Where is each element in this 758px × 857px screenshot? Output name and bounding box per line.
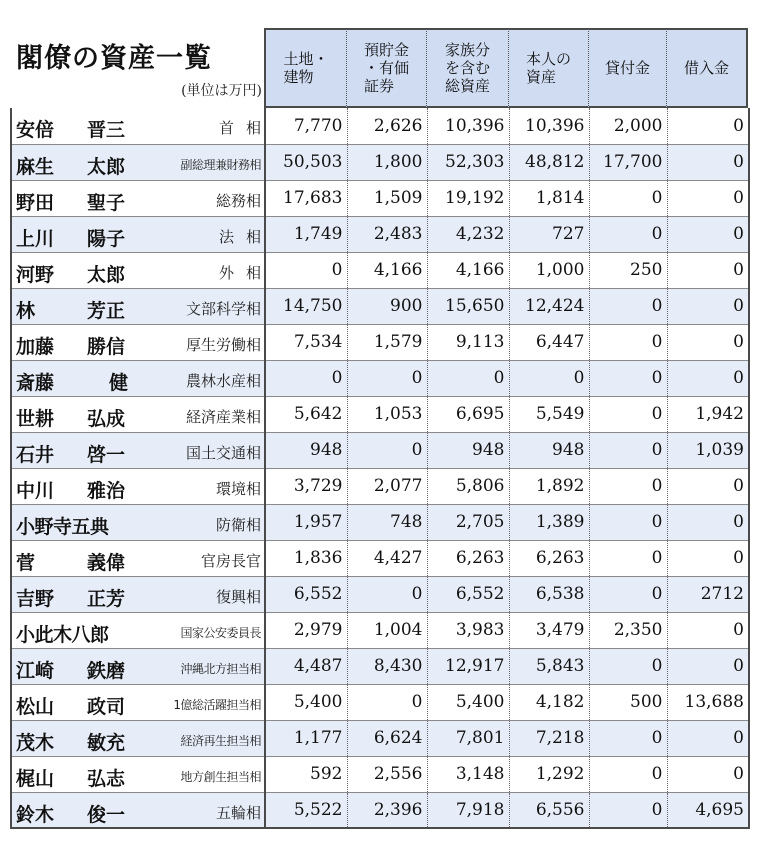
minister-cell	[11, 468, 265, 504]
minister-cell	[11, 180, 265, 216]
header-loans-receivable: 貸付金	[588, 28, 666, 108]
value-cell: 1,892	[509, 468, 589, 504]
post-title: 防衛相	[215, 515, 261, 534]
table-row	[11, 612, 749, 648]
given-name: 晋三	[87, 119, 126, 141]
minister-cell	[11, 252, 273, 288]
value-cell: 0	[667, 144, 749, 180]
given-name: 太郎	[87, 263, 126, 286]
value-cell: 948	[427, 432, 509, 468]
value-cell: 6,552	[427, 576, 509, 612]
value-cell: 52,303	[427, 144, 509, 180]
post-title: 国土交通相	[185, 443, 261, 462]
minister-cell	[11, 108, 273, 144]
value-cell: 250	[589, 252, 667, 288]
post-title: 経済再生担当相	[180, 733, 261, 748]
value-cell: 2,483	[347, 216, 427, 252]
value-cell: 0	[589, 288, 667, 324]
value-cell: 0	[509, 360, 589, 396]
value-cell: 0	[347, 432, 427, 468]
value-cell: 1,749	[265, 216, 347, 252]
minister-cell	[11, 540, 265, 576]
value-cell: 10,396	[427, 108, 509, 144]
family-name: 菅	[16, 551, 36, 574]
family-name: 野田	[16, 191, 55, 214]
minister-cell	[11, 612, 265, 648]
minister-cell	[11, 144, 265, 180]
value-cell: 1,800	[347, 144, 427, 180]
value-cell: 0	[667, 504, 749, 540]
value-cell: 1,053	[347, 396, 427, 432]
value-cell: 5,806	[427, 468, 509, 504]
value-cell: 3,148	[427, 756, 509, 792]
header-own-assets: 本人の 資産	[508, 28, 588, 108]
table-row	[11, 540, 749, 576]
minister-cell	[11, 216, 273, 252]
value-cell: 2,979	[265, 612, 347, 648]
value-cell: 1,000	[509, 252, 589, 288]
value-cell: 9,113	[427, 324, 509, 360]
value-cell: 2,077	[347, 468, 427, 504]
post-title: 経済産業相	[185, 407, 261, 426]
family-name: 中川	[16, 479, 55, 502]
table-row	[11, 252, 749, 288]
post-title: 国家公安委員長	[180, 625, 261, 640]
given-name: 啓一	[87, 443, 126, 466]
given-name: 勝信	[87, 335, 126, 358]
family-name: 河野	[16, 263, 55, 286]
value-cell: 1,004	[347, 612, 427, 648]
family-name: 石井	[16, 443, 55, 466]
value-cell: 3,729	[265, 468, 347, 504]
value-cell: 2,705	[427, 504, 509, 540]
given-name: 敏充	[87, 731, 126, 754]
full-name: 小野寺五典	[16, 515, 109, 538]
value-cell: 0	[667, 756, 749, 792]
value-cell: 0	[265, 252, 347, 288]
given-name: 政司	[87, 695, 126, 718]
value-cell: 0	[589, 720, 667, 756]
given-name: 聖子	[87, 191, 126, 214]
given-name: 義偉	[87, 551, 126, 574]
value-cell: 15,650	[427, 288, 509, 324]
given-name: 鉄磨	[87, 659, 126, 682]
minister-cell	[11, 288, 265, 324]
value-cell: 0	[347, 576, 427, 612]
value-cell: 0	[667, 252, 749, 288]
family-name: 安倍	[16, 119, 55, 141]
value-cell: 0	[589, 576, 667, 612]
value-cell: 4,166	[347, 252, 427, 288]
table-row	[11, 108, 749, 144]
table-row	[11, 756, 749, 792]
value-cell: 5,522	[265, 792, 347, 828]
family-name: 松山	[16, 695, 55, 718]
value-cell: 0	[667, 180, 749, 216]
family-name: 世耕	[16, 407, 55, 430]
family-name: 林	[16, 299, 36, 322]
value-cell: 7,534	[265, 324, 347, 360]
value-cell: 7,918	[427, 792, 509, 828]
value-cell: 1,836	[265, 540, 347, 576]
value-cell: 50,503	[265, 144, 347, 180]
value-cell: 2,556	[347, 756, 427, 792]
value-cell: 0	[667, 612, 749, 648]
value-cell: 6,695	[427, 396, 509, 432]
minister-cell	[11, 432, 265, 468]
value-cell: 0	[667, 108, 749, 144]
value-cell: 10,396	[509, 108, 589, 144]
minister-cell	[11, 684, 265, 720]
minister-cell	[11, 756, 265, 792]
post-title: 総務相	[215, 191, 261, 210]
full-name: 小此木八郎	[16, 623, 109, 646]
value-cell: 0	[589, 756, 667, 792]
value-cell: 0	[589, 504, 667, 540]
table-row	[11, 504, 749, 540]
table-row	[11, 144, 749, 180]
post-title: 五輪相	[215, 803, 261, 822]
value-cell: 7,801	[427, 720, 509, 756]
value-cell: 3,479	[509, 612, 589, 648]
post-title: 復興相	[215, 587, 261, 606]
value-cell: 14,750	[265, 288, 347, 324]
given-name: 陽子	[87, 227, 126, 250]
value-cell: 1,579	[347, 324, 427, 360]
value-cell: 2712	[667, 576, 749, 612]
table-row	[11, 648, 749, 684]
table-row	[11, 180, 749, 216]
value-cell: 19,192	[427, 180, 509, 216]
post-title: 文部科学相	[185, 299, 261, 318]
table-row	[11, 396, 749, 432]
family-name: 茂木	[16, 731, 55, 754]
family-name: 加藤	[16, 335, 55, 358]
value-cell: 948	[509, 432, 589, 468]
value-cell: 0	[589, 360, 667, 396]
family-name: 梶山	[16, 767, 55, 790]
value-cell: 0	[347, 360, 427, 396]
minister-cell	[11, 504, 265, 540]
minister-cell	[11, 360, 265, 396]
table-row	[11, 792, 749, 828]
minister-cell	[11, 324, 265, 360]
value-cell: 3,983	[427, 612, 509, 648]
given-name: 弘志	[87, 767, 126, 790]
table-row	[11, 576, 749, 612]
value-cell: 6,556	[509, 792, 589, 828]
value-cell: 0	[589, 324, 667, 360]
value-cell: 4,487	[265, 648, 347, 684]
value-cell: 6,447	[509, 324, 589, 360]
family-name: 吉野	[16, 587, 55, 610]
value-cell: 4,166	[427, 252, 509, 288]
minister-cell	[11, 792, 265, 828]
asset-table	[10, 28, 748, 848]
post-title: 1億総活躍担当相	[173, 697, 261, 712]
family-name: 麻生	[16, 155, 55, 178]
post-title: 農林水産相	[185, 371, 261, 390]
family-name: 鈴木	[16, 803, 55, 826]
value-cell: 900	[347, 288, 427, 324]
value-cell: 13,688	[667, 684, 749, 720]
given-name: 芳正	[87, 299, 126, 322]
value-cell: 0	[589, 432, 667, 468]
value-cell: 592	[265, 756, 347, 792]
value-cell: 5,400	[265, 684, 347, 720]
table-row	[11, 288, 749, 324]
value-cell: 748	[347, 504, 427, 540]
value-cell: 0	[667, 324, 749, 360]
value-cell: 12,424	[509, 288, 589, 324]
value-cell: 0	[667, 216, 749, 252]
value-cell: 17,683	[265, 180, 347, 216]
value-cell: 6,624	[347, 720, 427, 756]
table-row	[11, 684, 749, 720]
post-title: 厚生労働相	[185, 335, 261, 354]
value-cell: 4,427	[347, 540, 427, 576]
value-cell: 0	[667, 360, 749, 396]
unit-note: (単位は万円)	[181, 83, 262, 99]
value-cell: 0	[589, 396, 667, 432]
value-cell: 0	[589, 540, 667, 576]
value-cell: 4,182	[509, 684, 589, 720]
given-name: 俊一	[87, 803, 126, 826]
value-cell: 0	[589, 180, 667, 216]
value-cell: 7,218	[509, 720, 589, 756]
table-row	[11, 360, 749, 396]
value-cell: 0	[347, 684, 427, 720]
minister-rows	[10, 108, 750, 829]
value-cell: 0	[667, 648, 749, 684]
value-cell: 0	[589, 468, 667, 504]
value-cell: 5,549	[509, 396, 589, 432]
table-row	[11, 432, 749, 468]
value-cell: 948	[265, 432, 347, 468]
post-title: 法相	[218, 227, 273, 246]
post-title: 環境相	[215, 479, 261, 498]
value-cell: 48,812	[509, 144, 589, 180]
value-cell: 17,700	[589, 144, 667, 180]
value-cell: 5,843	[509, 648, 589, 684]
value-cell: 0	[667, 540, 749, 576]
value-cell: 12,917	[427, 648, 509, 684]
minister-cell	[11, 648, 265, 684]
family-name: 上川	[16, 227, 55, 250]
post-title: 外相	[218, 263, 273, 282]
value-cell: 500	[589, 684, 667, 720]
minister-cell	[11, 396, 265, 432]
post-title: 沖縄北方担当相	[180, 661, 261, 676]
value-cell: 0	[589, 648, 667, 684]
value-cell: 0	[667, 720, 749, 756]
value-cell: 4,695	[667, 792, 749, 828]
value-cell: 2,396	[347, 792, 427, 828]
value-cell: 1,942	[667, 396, 749, 432]
table-row	[11, 720, 749, 756]
value-cell: 2,626	[347, 108, 427, 144]
value-cell: 1,177	[265, 720, 347, 756]
post-title: 首相	[218, 119, 273, 137]
value-cell: 0	[667, 468, 749, 504]
value-cell: 0	[667, 288, 749, 324]
table-row	[11, 216, 749, 252]
value-cell: 1,957	[265, 504, 347, 540]
value-cell: 5,642	[265, 396, 347, 432]
post-title: 地方創生担当相	[180, 769, 261, 784]
header-deposits-securities: 預貯金 ・有価 証券	[346, 28, 426, 108]
minister-cell	[11, 720, 265, 756]
value-cell: 5,400	[427, 684, 509, 720]
value-cell: 0	[427, 360, 509, 396]
given-name: 正芳	[87, 587, 126, 610]
value-cell: 6,263	[509, 540, 589, 576]
title-cell	[10, 28, 264, 108]
table-title: 閣僚の資産一覧	[16, 43, 212, 74]
post-title: 官房長官	[200, 551, 261, 570]
value-cell: 1,509	[347, 180, 427, 216]
header-total-assets: 家族分 を含む 総資産	[426, 28, 508, 108]
value-cell: 0	[589, 216, 667, 252]
header-borrowings: 借入金	[666, 28, 748, 108]
given-name: 弘成	[87, 407, 126, 430]
value-cell: 7,770	[265, 108, 347, 144]
value-cell: 0	[265, 360, 347, 396]
value-cell: 2,000	[589, 108, 667, 144]
value-cell: 1,292	[509, 756, 589, 792]
value-cell: 6,552	[265, 576, 347, 612]
post-title: 副総理兼財務相	[180, 157, 261, 172]
value-cell: 1,039	[667, 432, 749, 468]
family-name: 江崎	[16, 659, 55, 682]
family-name: 斎藤	[16, 371, 55, 394]
given-name: 健	[109, 371, 129, 394]
value-cell: 6,538	[509, 576, 589, 612]
given-name: 雅治	[87, 479, 126, 502]
header-land-buildings: 土地・ 建物	[264, 28, 346, 108]
value-cell: 6,263	[427, 540, 509, 576]
value-cell: 2,350	[589, 612, 667, 648]
value-cell: 0	[589, 792, 667, 828]
value-cell: 1,389	[509, 504, 589, 540]
minister-cell	[11, 576, 265, 612]
value-cell: 727	[509, 216, 589, 252]
value-cell: 8,430	[347, 648, 427, 684]
table-row	[11, 324, 749, 360]
value-cell: 4,232	[427, 216, 509, 252]
given-name: 太郎	[87, 155, 126, 178]
value-cell: 1,814	[509, 180, 589, 216]
table-row	[11, 468, 749, 504]
